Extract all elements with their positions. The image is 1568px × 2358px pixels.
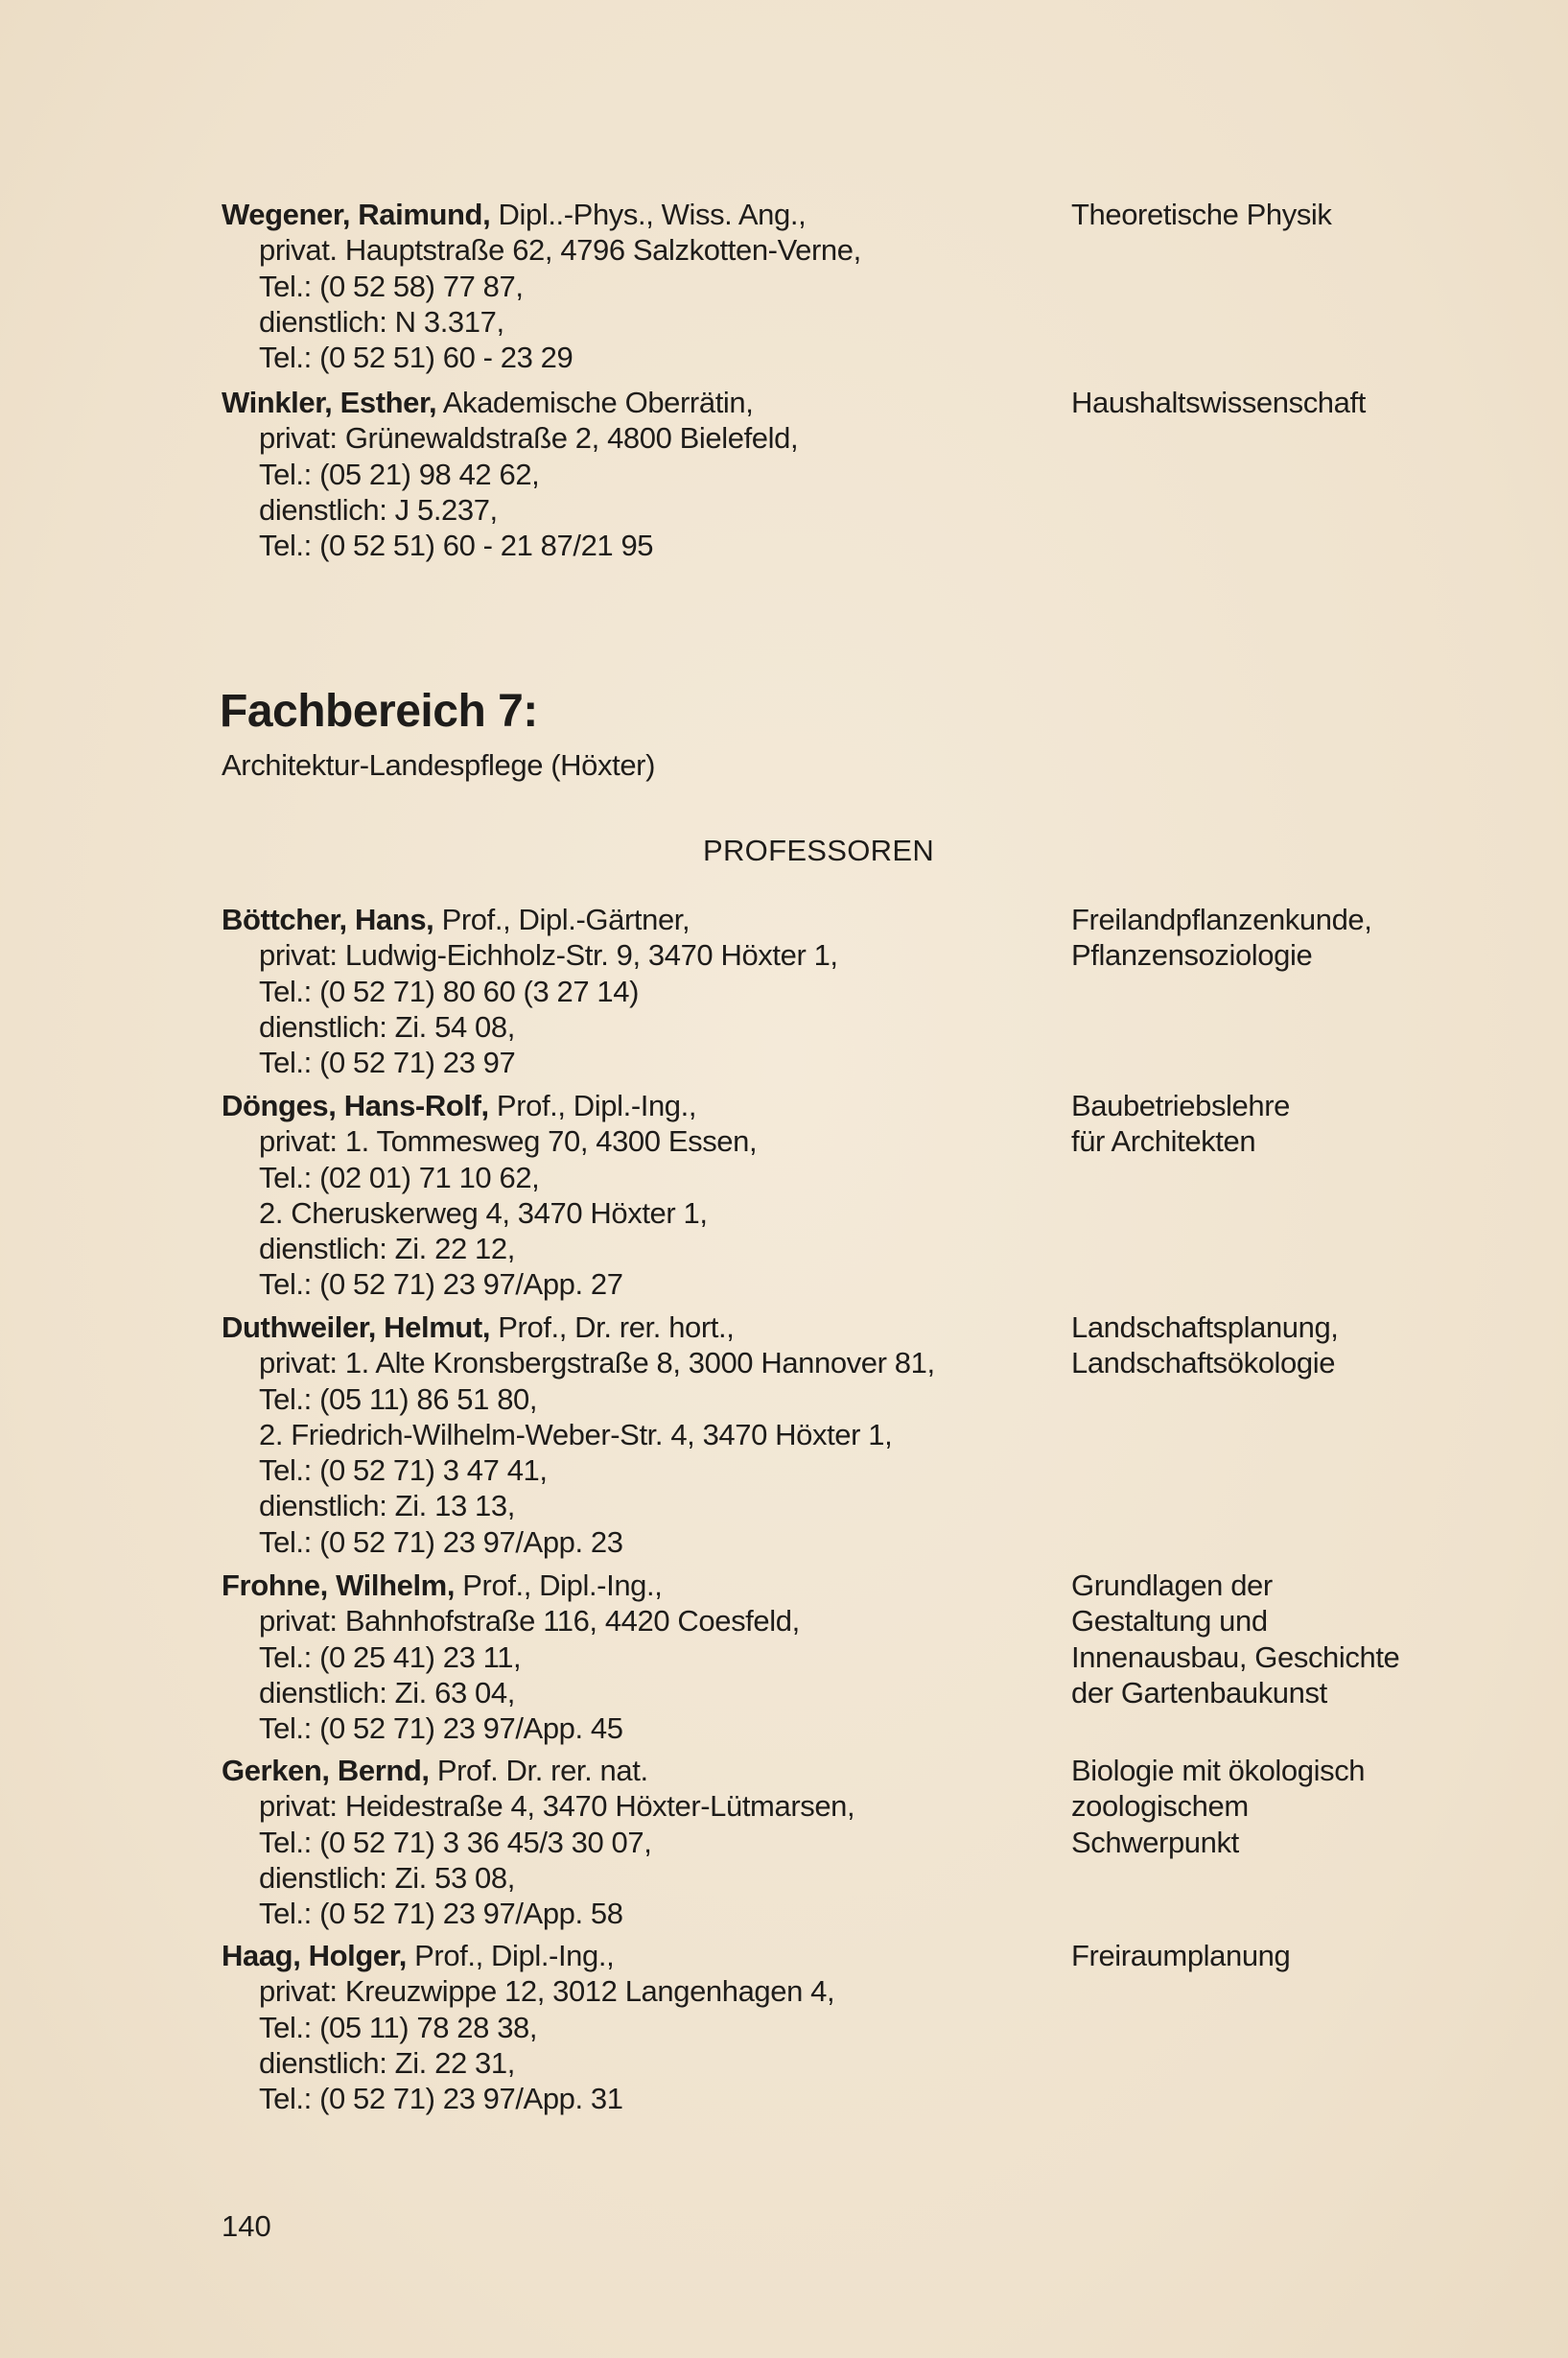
entry-line: dienstlich: J 5.237, (259, 492, 498, 527)
section-title: Fachbereich 7: (220, 686, 538, 737)
entry-name: Böttcher, Hans, (222, 903, 434, 936)
entry-name: Gerken, Bernd, (222, 1754, 430, 1787)
entry-line: Tel.: (0 52 71) 80 60 (3 27 14) (259, 974, 640, 1008)
section-subtitle: Architektur-Landespflege (Höxter) (222, 748, 656, 782)
entry-line: Tel.: (0 52 71) 23 97/App. 27 (259, 1267, 623, 1302)
entry-line: dienstlich: Zi. 53 08, (259, 1860, 515, 1895)
entry-line: privat: Heidestraße 4, 3470 Höxter-Lütmarsen, (259, 1789, 855, 1824)
subject-boettcher (1071, 902, 1371, 974)
subject-line: der Gartenbaukunst (1071, 1675, 1327, 1710)
subject-line: Landschaftsplanung, (1071, 1310, 1339, 1344)
entry-line: 2. Friedrich-Wilhelm-Weber-Str. 4, 3470 Höxter 1, (259, 1417, 893, 1451)
entry-title: Dipl..-Phys., Wiss. Ang., (490, 198, 807, 231)
subject-line: Landschaftsökologie (1071, 1346, 1336, 1380)
subject-line: zoologischem (1071, 1789, 1249, 1824)
entry-line: dienstlich: Zi. 54 08, (259, 1009, 515, 1044)
subject-gerken (1071, 1753, 1365, 1860)
professors-heading: PROFESSOREN (703, 834, 935, 867)
entry-name: Wegener, Raimund, (222, 198, 491, 231)
entry-line: dienstlich: Zi. 13 13, (259, 1489, 515, 1523)
entry-line: Tel.: (0 52 71) 3 36 45/3 30 07, (259, 1825, 652, 1859)
entry-line: dienstlich: Zi. 22 12, (259, 1232, 515, 1266)
entry-line: dienstlich: Zi. 63 04, (259, 1675, 515, 1710)
subject-winkler (1071, 385, 1366, 420)
entry-line: dienstlich: Zi. 22 31, (259, 2045, 515, 2080)
entry-line: privat. Hauptstraße 62, 4796 Salzkotten-Verne, (259, 233, 861, 268)
entry-line: 2. Cheruskerweg 4, 3470 Höxter 1, (259, 1195, 708, 1230)
entry-title: Prof., Dr. rer. hort., (490, 1310, 735, 1344)
entry-line: Tel.: (05 21) 98 42 62, (259, 457, 540, 491)
page-number: 140 (222, 2209, 271, 2243)
entry-title: Prof., Dipl.-Ing., (406, 1939, 615, 1972)
subject-doenges (1071, 1088, 1290, 1160)
subject-duthweiler (1071, 1309, 1339, 1381)
entry-line: privat: Kreuzwippe 12, 3012 Langenhagen 4, (259, 1974, 835, 2009)
entry-line: Tel.: (05 11) 78 28 38, (259, 2010, 538, 2044)
subject-line: Pflanzensoziologie (1071, 938, 1313, 973)
entry-name: Frohne, Wilhelm, (222, 1568, 456, 1602)
entry-line: Tel.: (0 52 71) 23 97/App. 31 (259, 2082, 623, 2116)
subject-line: Schwerpunkt (1071, 1825, 1239, 1859)
entry-line: Tel.: (0 52 51) 60 - 23 29 (259, 341, 573, 375)
entry-title: Prof., Dipl.-Ing., (488, 1089, 697, 1122)
entry-line: Tel.: (02 01) 71 10 62, (259, 1160, 540, 1194)
entry-line: Tel.: (0 52 71) 23 97/App. 58 (259, 1897, 623, 1931)
subject-line: Grundlagen der (1071, 1568, 1273, 1602)
entry-line: Tel.: (0 25 41) 23 11, (259, 1639, 522, 1674)
entry-line: Tel.: (0 52 71) 23 97 (259, 1046, 516, 1080)
entry-line: Tel.: (0 52 51) 60 - 21 87/21 95 (259, 529, 654, 563)
subject-line: Gestaltung und (1071, 1604, 1268, 1639)
entry-line: Tel.: (0 52 58) 77 87, (259, 269, 524, 303)
subject-line: Haushaltswissenschaft (1071, 386, 1366, 419)
entry-line: privat: 1. Tommesweg 70, 4300 Essen, (259, 1124, 758, 1159)
entry-name: Dönges, Hans-Rolf, (222, 1089, 489, 1122)
subject-line: Freiraumplanung (1071, 1939, 1291, 1972)
entry-line: Tel.: (05 11) 86 51 80, (259, 1381, 538, 1416)
entry-line: Tel.: (0 52 71) 23 97/App. 45 (259, 1711, 623, 1746)
entry-line: privat: 1. Alte Kronsbergstraße 8, 3000 Hannover 81, (259, 1346, 935, 1380)
entry-line: privat: Grünewaldstraße 2, 4800 Bielefeld, (259, 421, 799, 456)
subject-haag (1071, 1938, 1290, 1973)
entry-line: privat: Bahnhofstraße 116, 4420 Coesfeld, (259, 1604, 800, 1639)
subject-frohne (1071, 1568, 1399, 1710)
entry-name: Haag, Holger, (222, 1939, 407, 1972)
entry-name: Duthweiler, Helmut, (222, 1310, 491, 1344)
entry-line: Tel.: (0 52 71) 23 97/App. 23 (259, 1524, 623, 1559)
entry-line: dienstlich: N 3.317, (259, 304, 504, 339)
subject-line: Baubetriebslehre (1071, 1089, 1290, 1122)
subject-line: für Architekten (1071, 1124, 1256, 1159)
subject-line: Theoretische Physik (1071, 198, 1332, 231)
entry-title: Prof. Dr. rer. nat. (429, 1754, 648, 1787)
subject-line: Innenausbau, Geschichte (1071, 1639, 1400, 1674)
subject-line: Biologie mit ökologisch (1071, 1754, 1366, 1787)
subject-wegener (1071, 197, 1332, 232)
entry-name: Winkler, Esther, (222, 386, 437, 419)
entry-title: Prof., Dipl.-Ing., (455, 1568, 663, 1602)
subject-line: Freilandpflanzenkunde, (1071, 903, 1372, 936)
entry-line: privat: Ludwig-Eichholz-Str. 9, 3470 Höxter 1, (259, 938, 838, 973)
entry-line: Tel.: (0 52 71) 3 47 41, (259, 1453, 548, 1488)
entry-title: Prof., Dipl.-Gärtner, (433, 903, 690, 936)
entry-title: Akademische Oberrätin, (436, 386, 754, 419)
